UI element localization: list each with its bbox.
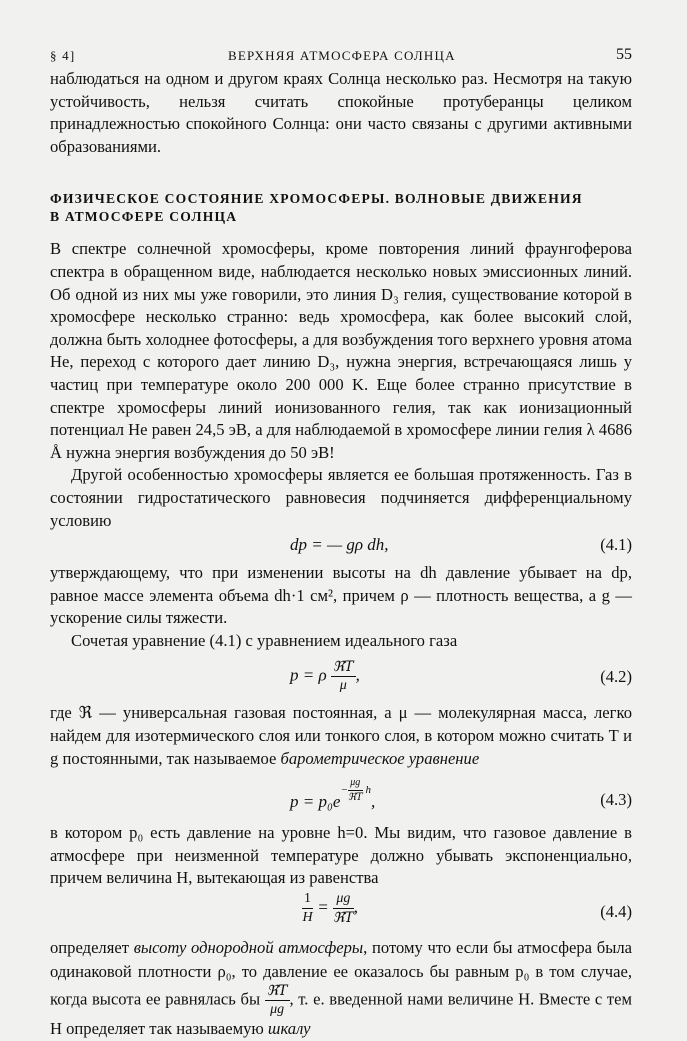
equation-4-1 [50, 532, 632, 562]
term-scale: шкалу [267, 1019, 311, 1039]
equation-4-4-number: (4.4) [600, 902, 632, 922]
equation-4-3-trail: , [370, 792, 376, 812]
inline-fraction-denominator: μg [270, 1002, 285, 1018]
equation-4-4-left-fraction [302, 892, 313, 925]
paragraph-barometric-text: где ℜ — универсальная газовая постоянная, а μ — молекулярная масса, легко найдем для изотермического слоя или тонкого слоя, в котором можно считать T и g постоянными, так называемое [50, 703, 632, 768]
equation-4-2-lhs: p = ρ [290, 665, 327, 685]
equation-4-4-right-fraction [333, 892, 354, 925]
exponent-h: h [365, 784, 371, 797]
paragraph-barometric [50, 702, 632, 770]
term-homogeneous-atmosphere: высоту однородной атмосферы [133, 938, 364, 958]
book-page [50, 44, 632, 1041]
paragraph-homogeneous-atmosphere [50, 936, 632, 1041]
section-heading-line2: В АТМОСФЕРЕ СОЛНЦА [50, 209, 238, 225]
left-denominator: H [302, 910, 313, 926]
running-head [50, 44, 632, 68]
exponent-sign: − [340, 784, 348, 797]
section-heading-line1: ФИЗИЧЕСКОЕ СОСТОЯНИЕ ХРОМОСФЕРЫ. ВОЛНОВЫЕ ДВИЖЕНИЯ [50, 191, 583, 207]
equation-4-4-equals: = [317, 897, 329, 917]
intro-paragraph: наблюдаться на одном и другом краях Солнца несколько раз. Несмотря на такую устойчивость, нельзя считать спокойные протуберанцы целиком принадлежностью спокойного Солнца: они часто связаны с другими активными образованиями. [50, 69, 632, 156]
running-title: ВЕРХНЯЯ АТМОСФЕРА СОЛНЦА [228, 48, 456, 63]
inline-fraction [265, 984, 290, 1017]
paragraph-hydrostatic: утверждающему, что при изменении высоты на dh давление убывает на dp, равное массе элемента объема dh·1 см², причем ρ — плотность вещества, а g — ускорение силы тяжести. [50, 563, 632, 628]
paragraph-extent: Другой особенностью хромосферы является ее большая протяженность. Газ в состоянии гидростатического равновесия подчиняется дифференциальному условию [50, 465, 632, 530]
exponent-fraction [348, 778, 363, 803]
paragraph-ideal-gas: Сочетая уравнение (4.1) с уравнением идеального газа [71, 630, 458, 650]
fraction-denominator: μ [339, 678, 347, 694]
equation-4-4 [50, 890, 632, 936]
fraction-numerator: ℜT [332, 659, 354, 676]
text-fragment: , потому что если бы атмосфера была одинаковой плотности ρ₀, то давление ее оказалось бы равным p₀ в том случае, когда высота ее равнялась бы [50, 938, 632, 1009]
paragraph-exponential: в котором p₀ есть давление на уровне h=0. Мы видим, что газовое давление в атмосфере при неизменной температуре должно убывать экспоненциально, причем величина H, вытекающая из равенства [50, 823, 632, 888]
equation-4-2 [50, 652, 632, 702]
section-heading [50, 190, 632, 226]
page-number: 55 [616, 46, 632, 63]
right-denominator: ℜT [332, 910, 354, 927]
equation-4-1-formula: dp = — gρ dh, [290, 535, 389, 555]
equation-4-3-number: (4.3) [600, 790, 632, 810]
equation-4-4-trail: , [353, 897, 358, 917]
equation-4-2-fraction [331, 660, 356, 693]
paragraph-spectrum: В спектре солнечной хромосферы, кроме повторения линий фраунгоферова спектра в обращенном виде, наблюдается несколько новых эмиссионных линий. Об одной из них мы уже говорили, это линия D₃ гелия, существование которой в хромосфере несколько странно: ведь хромосфера, как более высокий слой, должна быть холоднее фотосферы, а для возбуждения того верхнего уровня атома He, переход с которого дает линию D₃, нужна энергия, встречающаяся лишь у частиц при температуре около 200 000 K. Еще более странно присутствие в спектре хромосферы линий ионизованного гелия, так как ионизационный потенциал He равен 24,5 эВ, а для наблюдаемой в хромосфере линии гелия λ 4686 Å нужна энергия возбуждения до 50 эВ! [50, 239, 632, 462]
section-mark: § 4] [50, 48, 76, 63]
equation-4-2-number: (4.2) [600, 667, 632, 687]
equation-4-2-trail: , [355, 665, 360, 685]
equation-4-3-lhs: p = p₀e [290, 792, 341, 812]
equation-4-1-number: (4.1) [600, 535, 632, 555]
exponent-denominator: ℜT [347, 792, 363, 804]
equation-4-3 [50, 770, 632, 822]
text-fragment: , т. е. введенной нами величине H. Вместе с тем H определяет так называемую [50, 989, 632, 1039]
inline-fraction-numerator: ℜT [266, 983, 288, 1000]
term-barometric-equation: барометрическое уравнение [280, 748, 480, 768]
exponent-numerator: μg [348, 778, 363, 791]
text-fragment: определяет [50, 938, 134, 958]
left-numerator: 1 [302, 892, 313, 909]
right-numerator: μg [333, 892, 354, 909]
